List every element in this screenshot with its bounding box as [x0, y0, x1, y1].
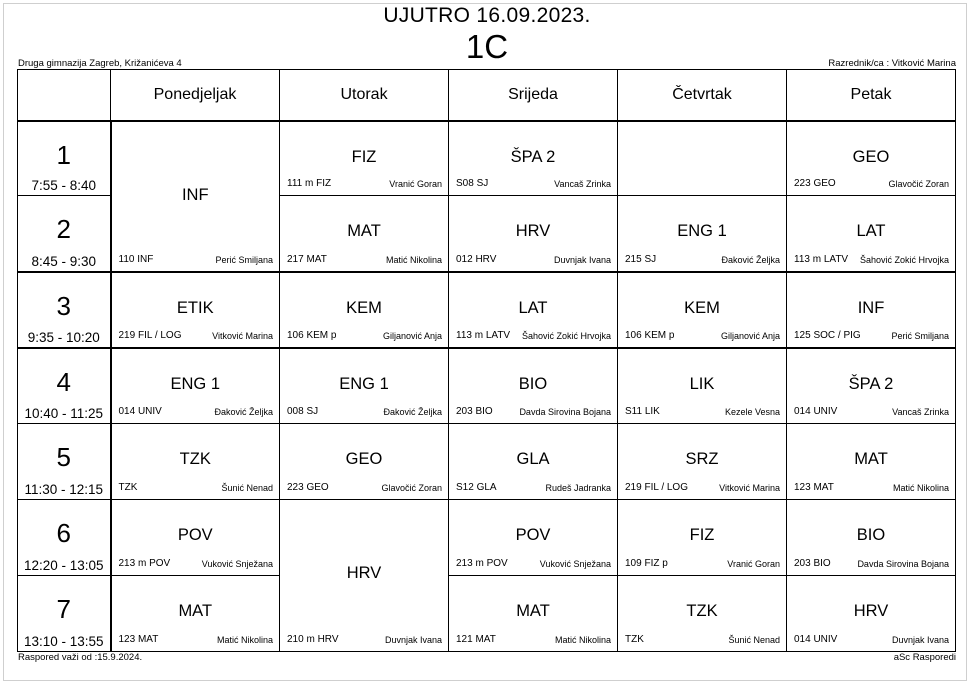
lesson-cell-wed-4[interactable] — [449, 348, 618, 424]
lesson-room: 123 MAT — [118, 634, 159, 645]
lesson-subject: ŠPA 2 — [848, 374, 894, 393]
lesson-teacher: Vancaš Zrinka — [892, 407, 949, 417]
timetable-grid — [17, 69, 956, 652]
lesson-teacher: Đaković Željka — [383, 407, 442, 417]
day-header-tuesday: Utorak — [280, 70, 449, 121]
period-number: 3 — [56, 290, 71, 321]
lesson-teacher: Đaković Željka — [721, 254, 780, 265]
homeroom-teacher: Razrednik/ca : Vitković Marina — [828, 58, 956, 69]
lesson-subject: MAT — [178, 602, 213, 620]
lesson-teacher: Matić Nikolina — [385, 254, 442, 265]
lesson-cell-fri-4[interactable] — [787, 348, 956, 424]
lesson-cell-fri-6[interactable] — [787, 500, 956, 576]
lesson-cell-fri-3[interactable] — [787, 272, 956, 348]
lesson-cell-wed-3[interactable] — [449, 272, 618, 348]
period-label-4 — [18, 348, 111, 424]
lesson-teacher: Vuković Snježana — [539, 559, 611, 569]
lesson-cell-tue-2[interactable] — [280, 196, 449, 272]
lesson-room: 109 FIZ p — [625, 558, 668, 569]
lesson-teacher: Šahović Zokić Hrvojka — [521, 330, 611, 341]
period-label-3 — [18, 272, 111, 348]
lesson-room: 008 SJ — [287, 406, 319, 417]
class-name: 1C — [465, 28, 509, 65]
lesson-subject: KEM — [684, 298, 720, 317]
lesson-subject: HRV — [515, 222, 551, 240]
lesson-room: 210 m HRV — [287, 634, 339, 645]
lesson-teacher: Đaković Željka — [214, 407, 273, 417]
period-number: 2 — [56, 214, 71, 244]
period-number: 7 — [56, 594, 71, 624]
lesson-room: 106 KEM p — [625, 329, 675, 341]
lesson-teacher: Glavočić Zoran — [381, 483, 442, 493]
lesson-teacher: Giljanović Anja — [720, 330, 780, 341]
lesson-teacher: Vitković Marina — [212, 330, 273, 341]
period-label-6 — [18, 500, 111, 576]
lesson-cell-fri-7[interactable] — [787, 576, 956, 652]
lesson-room: 223 GEO — [287, 482, 329, 493]
lesson-subject: HRV — [853, 602, 889, 620]
period-time: 7:55 - 8:40 — [31, 178, 97, 193]
lesson-subject: FIZ — [351, 147, 377, 166]
lesson-subject: GEO — [852, 147, 890, 166]
lesson-room: TZK — [625, 634, 644, 645]
lesson-subject: ETIK — [176, 298, 214, 317]
lesson-room: S11 LIK — [625, 406, 660, 417]
lesson-subject: ENG 1 — [677, 222, 727, 240]
period-label-2 — [18, 196, 111, 272]
lesson-subject: FIZ — [689, 526, 715, 544]
lesson-cell-mon-3[interactable] — [111, 272, 280, 348]
lesson-teacher: Duvnjak Ivana — [553, 254, 611, 265]
period-number: 4 — [56, 366, 71, 397]
lesson-subject: INF — [857, 298, 885, 317]
period-row-3 — [18, 272, 956, 348]
period-row-7 — [18, 576, 956, 652]
software-brand: aSc Rasporedi — [893, 652, 956, 663]
lesson-room: 123 MAT — [794, 482, 834, 493]
lesson-cell-thu-7[interactable] — [618, 576, 787, 652]
lesson-cell-wed-5[interactable] — [449, 424, 618, 500]
lesson-cell-mon-5[interactable] — [111, 424, 280, 500]
lesson-teacher: Duvnjak Ivana — [891, 635, 949, 645]
lesson-teacher: Vranić Goran — [727, 559, 780, 569]
lesson-teacher: Perić Smiljana — [215, 254, 273, 265]
lesson-cell-fri-5[interactable] — [787, 424, 956, 500]
lesson-cell-wed-1[interactable] — [449, 121, 618, 196]
lesson-cell-tue-6-7[interactable] — [280, 500, 449, 652]
period-label-1 — [18, 121, 111, 196]
lesson-subject: ENG 1 — [339, 374, 389, 393]
lesson-room: 213 m POV — [456, 558, 508, 569]
period-row-1 — [18, 121, 956, 196]
lesson-room: 219 FIL / LOG — [625, 482, 688, 493]
lesson-cell-thu-1-empty — [618, 121, 787, 196]
lesson-cell-wed-7[interactable] — [449, 576, 618, 652]
lesson-subject: INF — [181, 185, 209, 204]
period-time: 12:20 - 13:05 — [23, 558, 104, 573]
period-row-6 — [18, 500, 956, 576]
day-header-thursday: Četvrtak — [618, 70, 787, 121]
lesson-room: 121 MAT — [456, 634, 496, 645]
lesson-cell-mon-4[interactable] — [111, 348, 280, 424]
lesson-teacher: Vuković Snježana — [201, 559, 273, 569]
lesson-subject: KEM — [346, 298, 382, 317]
lesson-subject: GEO — [345, 450, 383, 468]
lesson-subject: BIO — [518, 374, 548, 393]
lesson-teacher: Kezele Vesna — [724, 407, 780, 417]
lesson-room: TZK — [118, 482, 138, 493]
period-label-7 — [18, 576, 111, 652]
lesson-room: 106 KEM p — [287, 329, 337, 341]
timetable-title: UJUTRO 16.09.2023. — [383, 4, 591, 27]
day-header-row — [18, 70, 956, 121]
lesson-teacher: Šunić Nenad — [728, 635, 780, 645]
lesson-subject: HRV — [346, 564, 382, 582]
lesson-cell-tue-3[interactable] — [280, 272, 449, 348]
corner-cell — [18, 70, 111, 121]
lesson-teacher: Davda Sirovina Bojana — [857, 559, 949, 569]
lesson-room: 125 SOC / PIG — [794, 329, 861, 341]
lesson-cell-wed-2[interactable] — [449, 196, 618, 272]
lesson-teacher: Perić Smiljana — [891, 330, 949, 341]
period-number: 1 — [56, 139, 71, 170]
lesson-subject: LAT — [518, 298, 548, 317]
period-time: 9:35 - 10:20 — [27, 329, 100, 345]
lesson-subject: MAT — [516, 602, 550, 620]
lesson-cell-thu-4[interactable] — [618, 348, 787, 424]
lesson-room: 223 GEO — [794, 178, 836, 189]
lesson-room: 113 m LATV — [794, 253, 849, 265]
period-row-4 — [18, 348, 956, 424]
lesson-cell-mon-6[interactable] — [111, 500, 280, 576]
lesson-cell-thu-3[interactable] — [618, 272, 787, 348]
lesson-teacher: Matić Nikolina — [554, 635, 611, 645]
period-time: 11:30 - 12:15 — [24, 482, 104, 497]
period-number: 6 — [56, 518, 71, 548]
lesson-teacher: Matić Nikolina — [216, 635, 273, 645]
lesson-subject: SRZ — [685, 450, 719, 468]
lesson-room: 014 UNIV — [794, 634, 838, 645]
lesson-subject: LIK — [689, 374, 715, 393]
period-time: 10:40 - 11:25 — [24, 406, 104, 421]
lesson-cell-fri-2[interactable] — [787, 196, 956, 272]
lesson-teacher: Glavočić Zoran — [888, 179, 949, 189]
valid-from-note: Raspored važi od :15.9.2024. — [18, 652, 143, 663]
day-header-friday: Petak — [787, 70, 956, 121]
lesson-room: 219 FIL / LOG — [118, 329, 182, 341]
period-time: 13:10 - 13:55 — [23, 634, 104, 649]
lesson-subject: POV — [177, 526, 213, 544]
period-label-5 — [18, 424, 111, 500]
lesson-subject: GLA — [516, 450, 550, 468]
lesson-room: S08 SJ — [456, 178, 489, 189]
lesson-room: 217 MAT — [287, 253, 327, 265]
lesson-teacher: Matić Nikolina — [892, 483, 949, 493]
lesson-teacher: Vranić Goran — [389, 179, 442, 189]
lesson-room: 111 m FIZ — [287, 178, 332, 189]
lesson-subject: LAT — [856, 222, 886, 240]
lesson-cell-tue-5[interactable] — [280, 424, 449, 500]
lesson-teacher: Rudeš Jadranka — [545, 483, 611, 493]
lesson-room: 014 UNIV — [794, 406, 838, 417]
lesson-teacher: Šunić Nenad — [221, 483, 273, 493]
lesson-cell-tue-1[interactable] — [280, 121, 449, 196]
lesson-subject: TZK — [179, 450, 211, 468]
lesson-subject: ŠPA 2 — [510, 147, 556, 166]
lesson-cell-mon-7[interactable] — [111, 576, 280, 652]
lesson-room: 113 m LATV — [456, 329, 511, 341]
lesson-teacher: Giljanović Anja — [382, 330, 442, 341]
lesson-teacher: Vancaš Zrinka — [554, 179, 611, 189]
lesson-room: S12 GLA — [456, 482, 497, 493]
lesson-subject: MAT — [347, 222, 381, 240]
period-number: 5 — [56, 442, 71, 472]
lesson-teacher: Davda Sirovina Bojana — [519, 407, 611, 417]
lesson-subject: POV — [515, 526, 551, 544]
lesson-room: 203 BIO — [794, 558, 831, 569]
lesson-cell-thu-6[interactable] — [618, 500, 787, 576]
lesson-subject: ENG 1 — [170, 374, 221, 393]
lesson-room: 014 UNIV — [118, 406, 162, 417]
lesson-subject: MAT — [854, 450, 888, 468]
lesson-room: 110 INF — [118, 253, 154, 265]
lesson-cell-thu-2[interactable] — [618, 196, 787, 272]
day-header-monday: Ponedjeljak — [111, 70, 280, 121]
lesson-cell-wed-6[interactable] — [449, 500, 618, 576]
lesson-cell-fri-1[interactable] — [787, 121, 956, 196]
day-header-wednesday: Srijeda — [449, 70, 618, 121]
lesson-cell-mon-1-2[interactable] — [111, 121, 280, 272]
period-time: 8:45 - 9:30 — [31, 253, 97, 269]
lesson-room: 012 HRV — [456, 253, 497, 265]
lesson-cell-thu-5[interactable] — [618, 424, 787, 500]
period-row-5 — [18, 424, 956, 500]
lesson-teacher: Vitković Marina — [719, 483, 780, 493]
lesson-subject: TZK — [686, 602, 718, 620]
lesson-room: 215 SJ — [625, 253, 657, 265]
school-name: Druga gimnazija Zagreb, Križanićeva 4 — [18, 58, 182, 69]
lesson-room: 203 BIO — [456, 406, 493, 417]
lesson-teacher: Duvnjak Ivana — [384, 635, 442, 645]
lesson-subject: BIO — [856, 526, 886, 544]
lesson-teacher: Šahović Zokić Hrvojka — [859, 254, 949, 265]
lesson-cell-tue-4[interactable] — [280, 348, 449, 424]
lesson-room: 213 m POV — [118, 558, 171, 569]
